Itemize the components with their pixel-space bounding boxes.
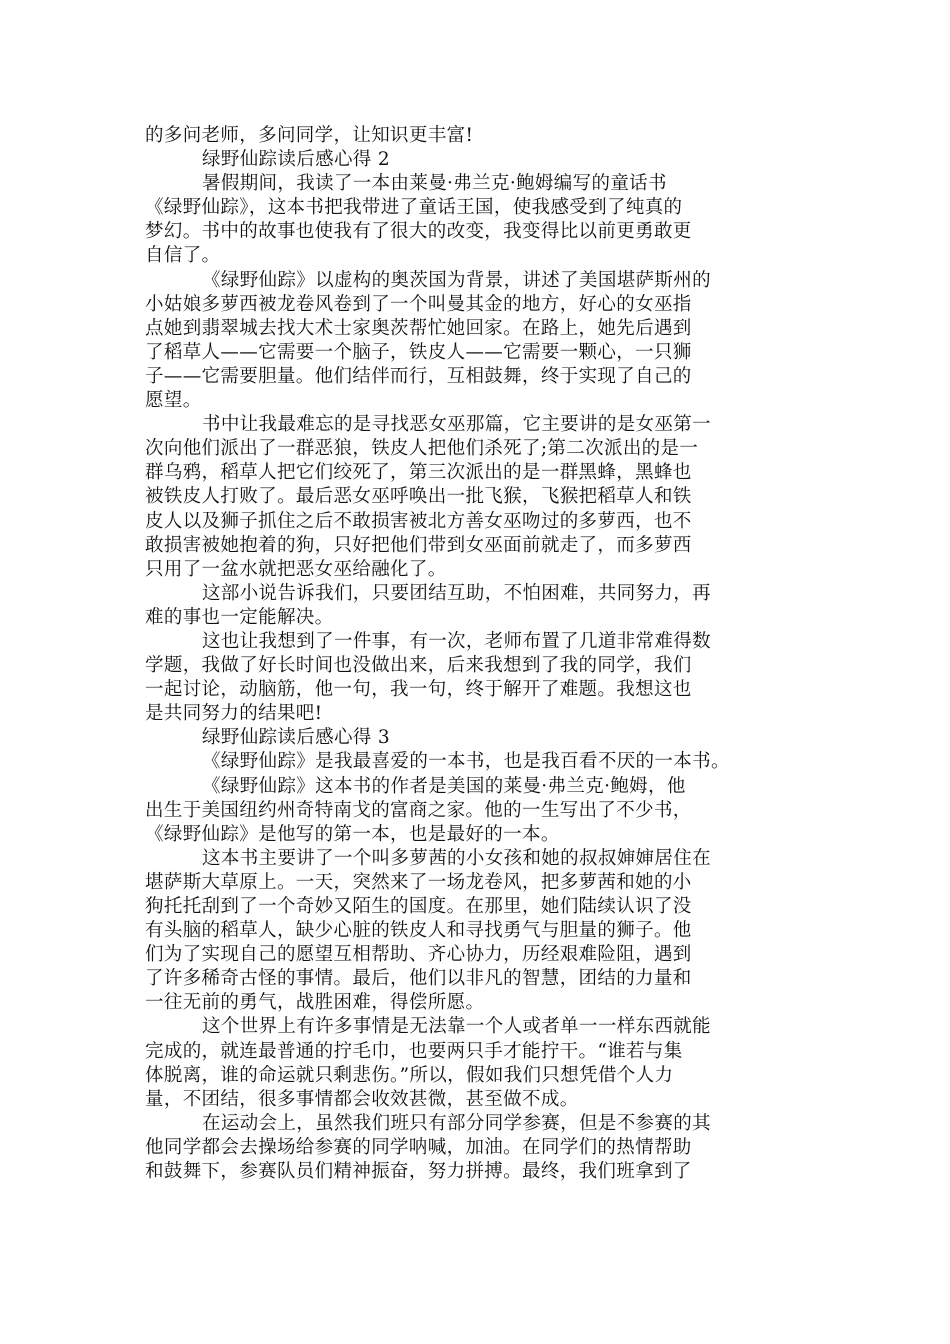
- text-line: 子——它需要胆量。他们结伴而行，互相鼓舞，终于实现了自己的: [145, 365, 692, 387]
- text-line: 出生于美国纽约州奇特南戈的富商之家。他的一生写出了不少书，: [145, 799, 692, 821]
- text-line: 愿望。: [145, 390, 202, 412]
- text-line: 皮人以及狮子抓住之后不敢损害被北方善女巫吻过的多萝西，也不: [145, 510, 692, 532]
- text-line: 《绿野仙踪》，这本书把我带进了童话王国，使我感受到了纯真的: [145, 197, 683, 219]
- text-line: 只用了一盆水就把恶女巫给融化了。: [145, 558, 447, 580]
- text-line: 了稻草人——它需要一个脑子，铁皮人——它需要一颗心，一只狮: [145, 341, 692, 363]
- text-line: 的多问老师，多问同学，让知识更丰富!: [145, 125, 474, 146]
- text-line: 这部小说告诉我们，只要团结互助，不怕困难，共同努力，再: [202, 582, 711, 604]
- text-line: 《绿野仙踪》是我最喜爱的一本书，也是我百看不厌的一本书。: [202, 751, 730, 773]
- text-line: 有头脑的稻草人，缺少心脏的铁皮人和寻找勇气与胆量的狮子。他: [145, 920, 692, 942]
- text-line: 堪萨斯大草原上。一天，突然来了一场龙卷风，把多萝茜和她的小: [145, 871, 692, 893]
- text-line: 《绿野仙踪》这本书的作者是美国的莱曼·弗兰克·鲍姆，他: [202, 775, 686, 797]
- text-line: 小姑娘多萝西被龙卷风卷到了一个叫曼其金的地方，好心的女巫指: [145, 293, 692, 315]
- text-line: 梦幻。书中的故事也使我有了很大的改变，我变得比以前更勇敢更: [145, 221, 692, 243]
- text-line: 暑假期间，我读了一本由莱曼·弗兰克·鲍姆编写的童话书: [202, 173, 667, 195]
- text-line: 一起讨论，动脑筋，他一句，我一句，终于解开了难题。我想这也: [145, 679, 692, 701]
- text-line: 在运动会上，虽然我们班只有部分同学参赛，但是不参赛的其: [202, 1112, 711, 1134]
- text-line: 绿野仙踪读后感心得 3: [202, 727, 391, 749]
- text-line: 《绿野仙踪》以虚构的奥茨国为背景，讲述了美国堪萨斯州的: [202, 269, 711, 291]
- text-line: 一往无前的勇气，战胜困难，得偿所愿。: [145, 992, 485, 1014]
- text-line: 群乌鸦，稻草人把它们绞死了，第三次派出的是一群黑蜂，黑蜂也: [145, 462, 692, 484]
- text-line: 次向他们派出了一群恶狼，铁皮人把他们杀死了;第二次派出的是一: [145, 438, 699, 460]
- text-line: 绿野仙踪读后感心得 2: [202, 149, 391, 171]
- text-line: 了许多稀奇古怪的事情。最后，他们以非凡的智慧，团结的力量和: [145, 968, 692, 990]
- text-line: 这本书主要讲了一个叫多萝茜的小女孩和她的叔叔婶婶居住在: [202, 847, 711, 869]
- text-line: 《绿野仙踪》是他写的第一本，也是最好的一本。: [145, 823, 560, 845]
- text-line: 们为了实现自己的愿望互相帮助、齐心协力，历经艰难险阻，遇到: [145, 944, 692, 966]
- text-line: 被铁皮人打败了。最后恶女巫呼唤出一批飞猴，飞猴把稻草人和铁: [145, 486, 692, 508]
- text-line: 这也让我想到了一件事，有一次，老师布置了几道非常难得数: [202, 630, 711, 652]
- text-line: 他同学都会去操场给参赛的同学呐喊，加油。在同学们的热情帮助: [145, 1136, 692, 1158]
- text-line: 是共同努力的结果吧!: [145, 703, 323, 725]
- text-line: 体脱离，谁的命运就只剩悲伤。”所以，假如我们只想凭借个人力: [145, 1064, 674, 1086]
- text-line: 和鼓舞下，参赛队员们精神振奋，努力拼搏。最终，我们班拿到了: [145, 1161, 692, 1183]
- text-line: 这个世界上有许多事情是无法靠一个人或者单一一样东西就能: [202, 1016, 711, 1038]
- text-line: 自信了。: [145, 245, 221, 267]
- text-line: 难的事也一定能解决。: [145, 606, 334, 628]
- text-line: 书中让我最难忘的是寻找恶女巫那篇，它主要讲的是女巫第一: [202, 414, 711, 436]
- text-line: 量，不团结，很多事情都会收效甚微，甚至做不成。: [145, 1088, 579, 1110]
- text-line: 点她到翡翠城去找大术士家奥茨帮忙她回家。在路上，她先后遇到: [145, 317, 692, 339]
- text-line: 敢损害被她抱着的狗，只好把他们带到女巫面前就走了，而多萝西: [145, 534, 692, 556]
- document-page: [145, 124, 813, 1184]
- text-line: 完成的，就连最普通的拧毛巾，也要两只手才能拧干。“谁若与集: [145, 1040, 683, 1062]
- text-line: 学题，我做了好长时间也没做出来，后来我想到了我的同学，我们: [145, 655, 692, 677]
- text-line: 狗托托刮到了一个奇妙又陌生的国度。在那里，她们陆续认识了没: [145, 896, 692, 917]
